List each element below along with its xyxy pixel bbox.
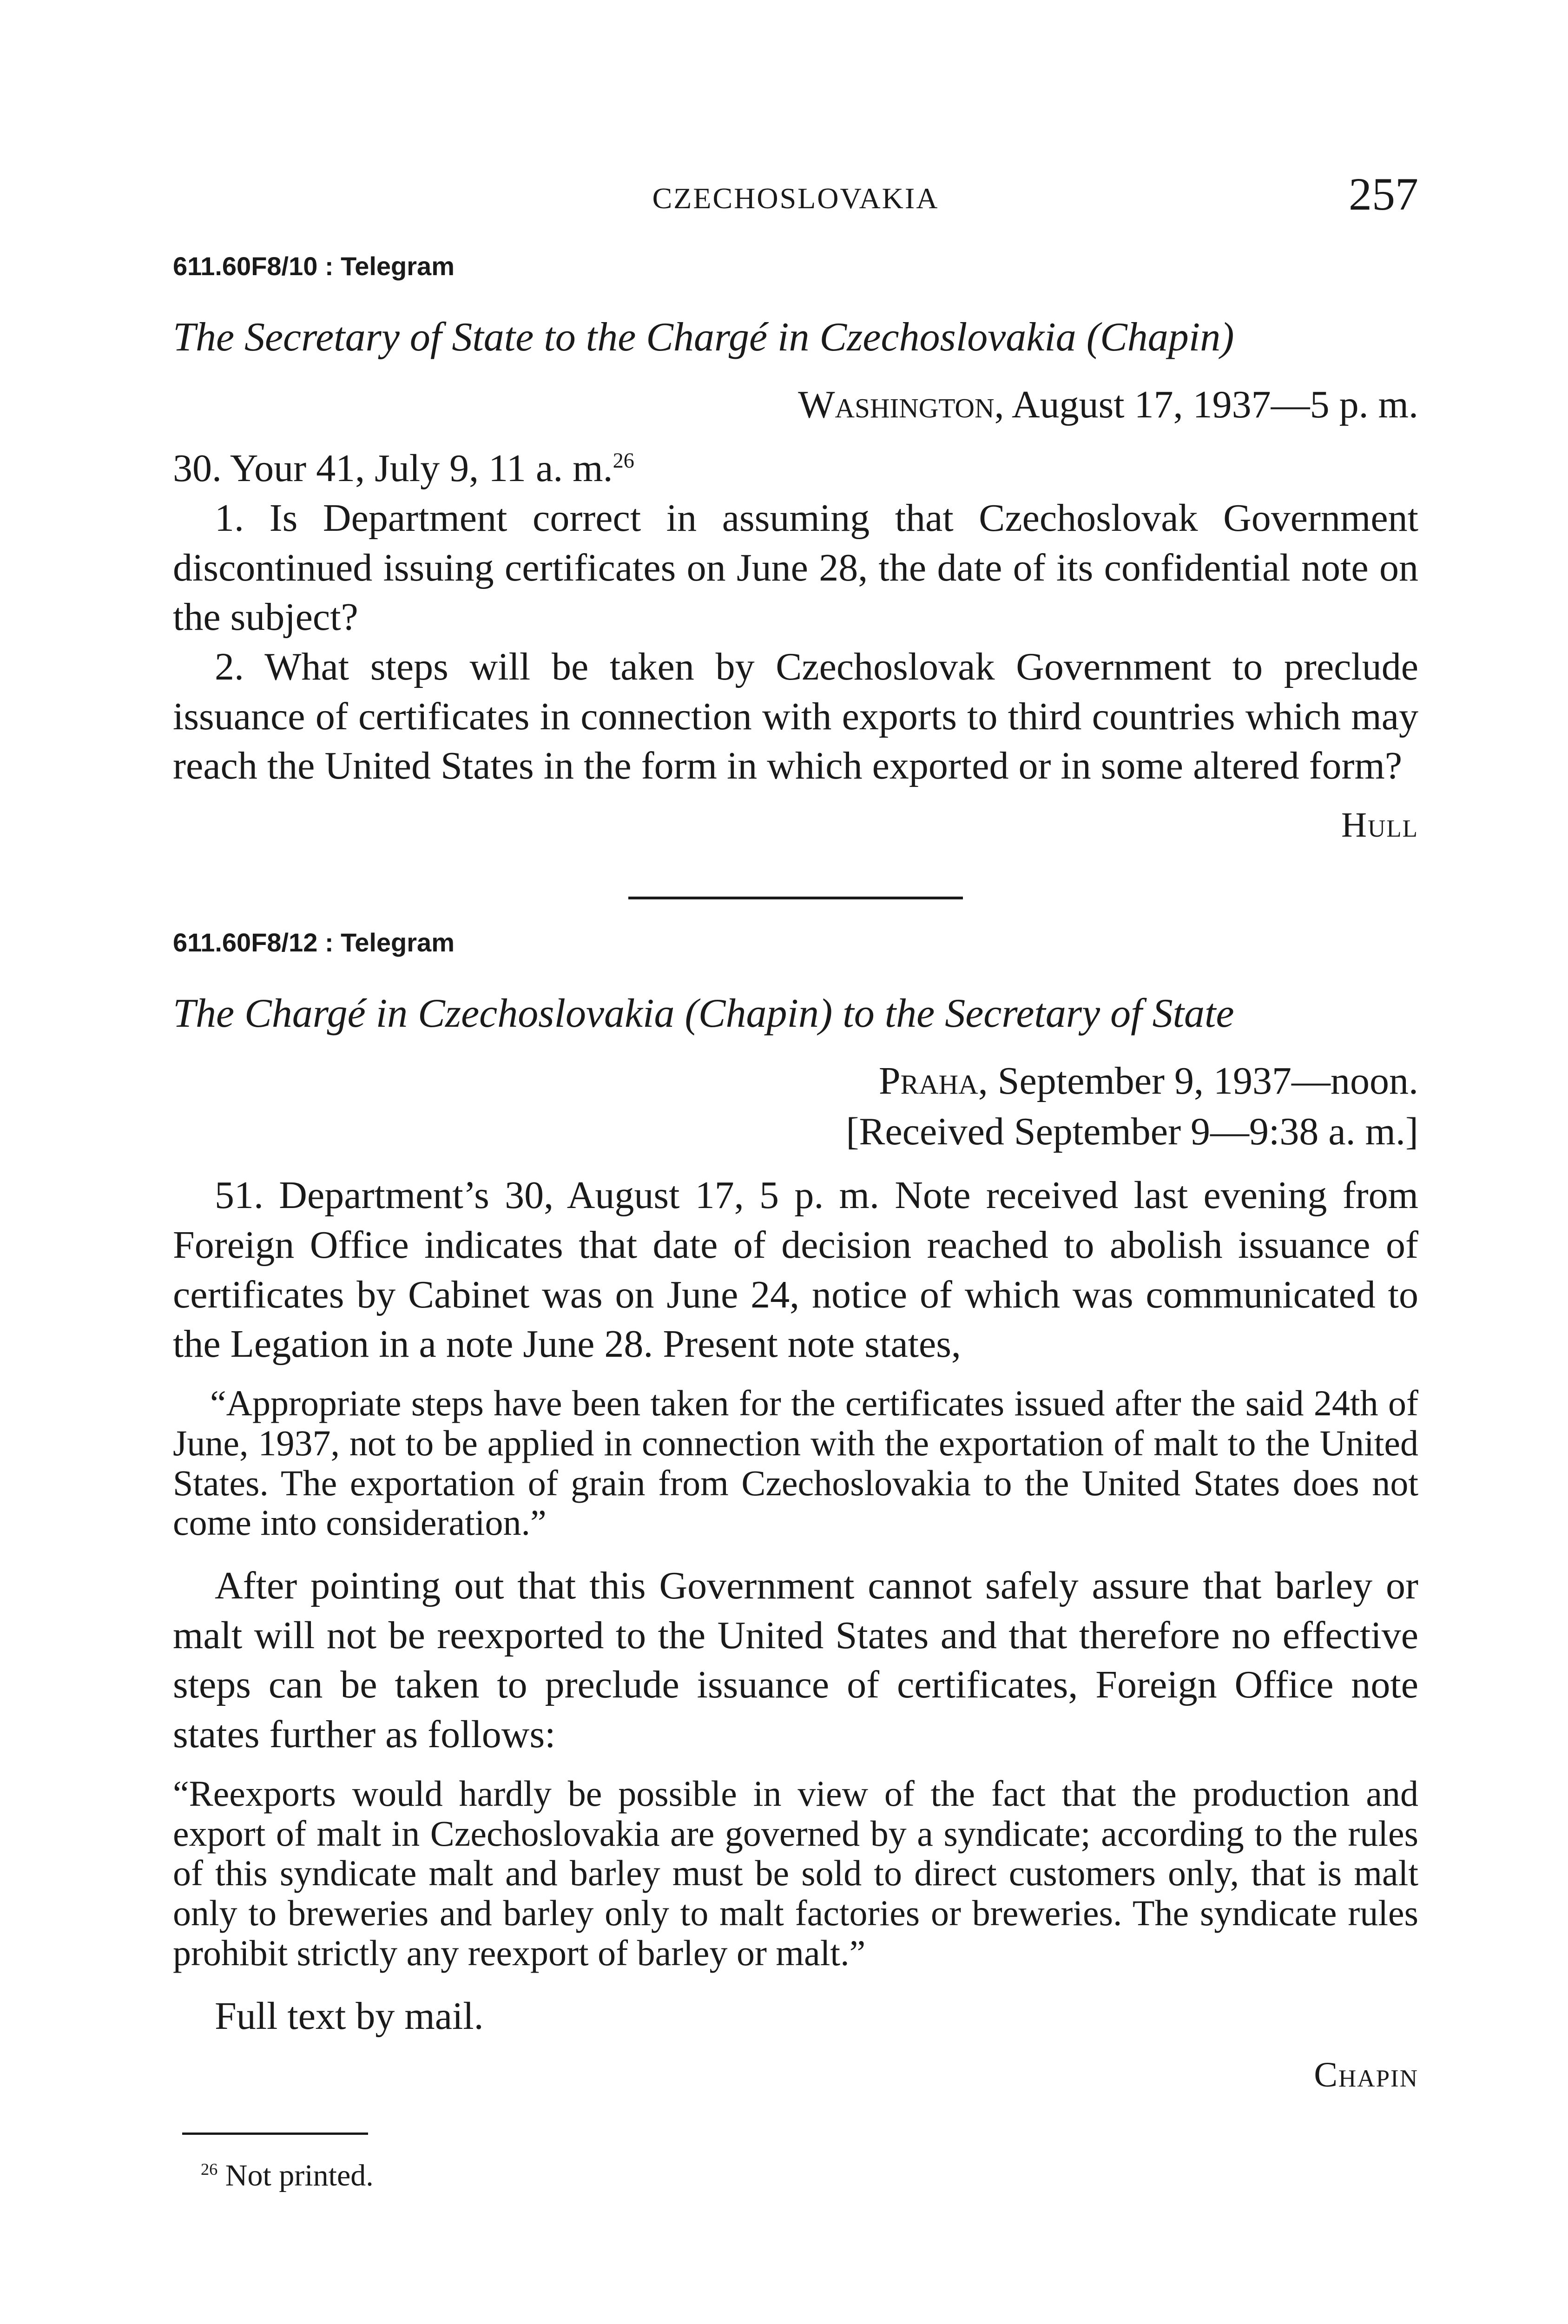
doc2-dateline	[173, 1056, 1418, 1157]
doc2-heading: The Chargé in Czechoslovakia (Chapin) to the Secretary of State	[173, 990, 1234, 1036]
doc1-item-1: 1. Is Department correct in assuming that Czechoslovak Government discontinued issuing certificates on June 28, the date of its confidential note on the subject?	[173, 496, 1418, 639]
doc1-signature: Hull	[1341, 805, 1418, 845]
footnote-text: Not printed.	[217, 2159, 374, 2193]
doc1-dateline	[173, 379, 1418, 430]
footnote-mark: 26	[201, 2160, 218, 2179]
doc2-quote-2: “Reexports would hardly be possible in view of the fact that the production and export of malt in Czechoslovakia are governed by a syndicate; according to the rules of this syndicate malt and barley must be sold to direct customers only, that is malt only to breweries and barley only to malt factories or breweries. The syndicate rules prohibit strictly any reexport of barley or malt.”	[173, 1773, 1418, 1974]
running-head	[173, 167, 1418, 218]
footnote-rule	[182, 2133, 368, 2135]
doc1-file-reference: 611.60F8/10 : Telegram	[173, 251, 455, 281]
doc2-paragraph-2: After pointing out that this Government cannot safely assure that barley or malt will not be reexported to the United States and that therefore no effective steps can be taken to preclude issuance of certificates, Foreign Office note states further as follows:	[173, 1564, 1418, 1756]
doc1-heading: The Secretary of State to the Chargé in Czechoslovakia (Chapin)	[173, 315, 1234, 360]
doc1-dateline-place: Washington,	[798, 383, 1004, 426]
footnote	[201, 2158, 1418, 2193]
doc1-item-2: 2. What steps will be taken by Czechoslovak Government to preclude issuance of certificates in connection with exports to third countries which may reach the United States in the form in which exported or in some altered form?	[173, 645, 1418, 788]
doc2-paragraph-3: Full text by mail.	[215, 1994, 484, 2038]
doc2-signature: Chapin	[1314, 2055, 1418, 2095]
running-title: CZECHOSLOVAKIA	[652, 182, 939, 215]
doc2-dateline-place: Praha,	[878, 1059, 988, 1103]
doc1-dateline-date: August 17, 1937—5 p. m.	[1004, 383, 1418, 426]
doc1-footnote-mark: 26	[613, 449, 634, 473]
doc2-dateline-date: September 9, 1937—noon.	[988, 1059, 1418, 1103]
doc2-paragraph-1: 51. Department’s 30, August 17, 5 p. m. Note received last evening from Foreign Office indicates that date of decision reached to abolish issuance of certificates by Cabinet was on June 24, notice of which was communicated to the Legation in a note June 28. Present note states,	[173, 1174, 1418, 1366]
doc1-reference-line	[173, 444, 1418, 494]
page-content	[173, 167, 1418, 2193]
doc2-quote-1: “Appropriate steps have been taken for the certificates issued after the said 24th of June, 1937, not to be applied in connection with the exportation of malt to the United States. The exportation of grain from Czechoslovakia to the United States does not come into consideration.”	[173, 1382, 1418, 1543]
section-divider	[628, 897, 963, 899]
doc2-received-line: [Received September 9—9:38 a. m.]	[846, 1110, 1418, 1154]
doc2-dateline-line	[173, 1056, 1418, 1106]
doc1-reference-text: 30. Your 41, July 9, 11 a. m.	[173, 447, 613, 490]
doc2-file-reference: 611.60F8/12 : Telegram	[173, 927, 455, 957]
page-number: 257	[1349, 168, 1418, 220]
